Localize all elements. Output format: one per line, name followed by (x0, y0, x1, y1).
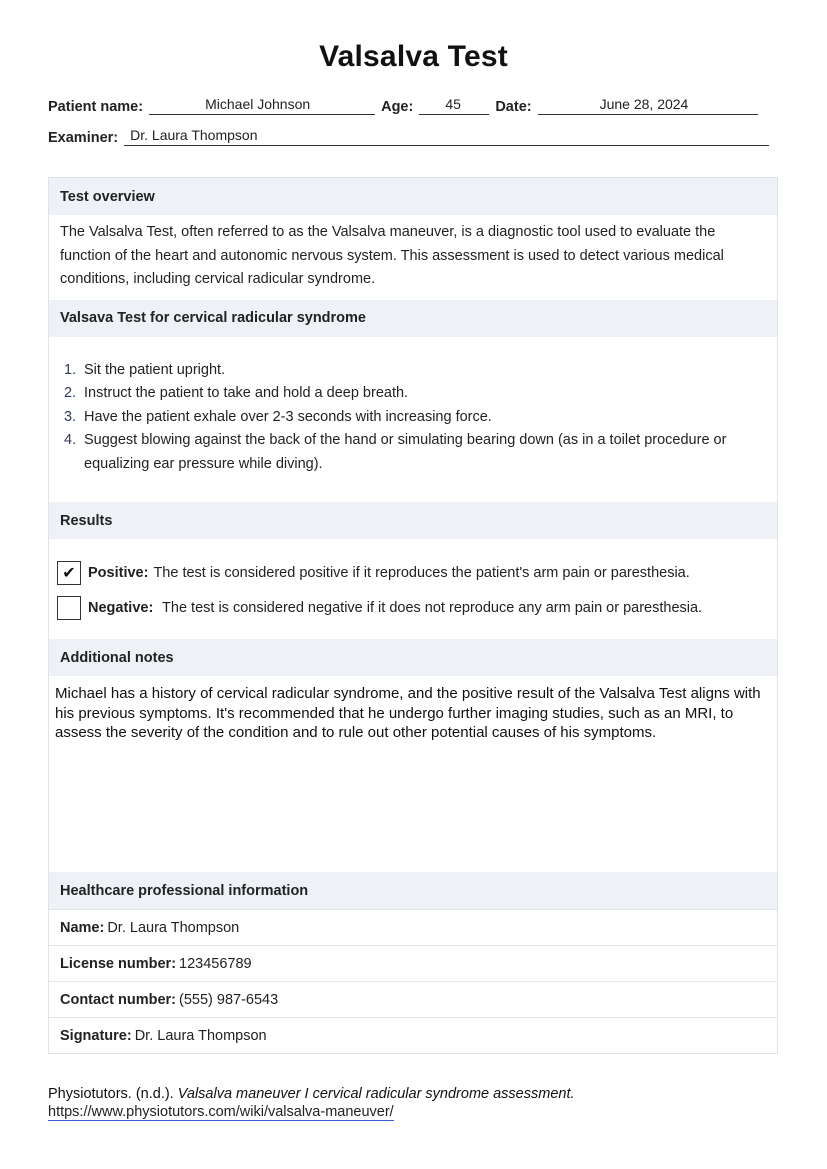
examiner-label: Examiner: (48, 130, 119, 146)
examiner-value: Dr. Laura Thompson (130, 127, 258, 143)
step-number: 3. (64, 408, 77, 425)
field-label: Name: (60, 919, 105, 936)
field-value: 123456789 (179, 955, 252, 972)
assessment-form (48, 177, 778, 1054)
result-positive (60, 555, 766, 590)
section-header-procedure: Valsava Test for cervical radicular syndrome (49, 300, 777, 337)
procedure-step (60, 382, 766, 406)
step-text: Sit the patient upright. (84, 361, 226, 378)
procedure-step (60, 359, 766, 383)
step-number: 4. (64, 432, 77, 448)
field-value: Dr. Laura Thompson (134, 1027, 267, 1044)
citation (48, 1085, 575, 1121)
section-header-notes: Additional notes (49, 639, 777, 676)
field-label: Contact number: (60, 991, 176, 1008)
notes-text: Michael has a history of cervical radicular syndrome, and the positive result of the Valsalva Test aligns with his previous symptoms. It's recommended that he undergo further imaging studies, such as an MRI, to assess the severity of the condition and to rule out other potential causes of his symptoms. (55, 685, 761, 741)
section-header-overview: Test overview (49, 178, 777, 215)
overview-text: The Valsalva Test, often referred to as the Valsalva maneuver, is a diagnostic tool used to evaluate the function of the heart and autonomic nervous system. This assessment is used to detect various medical conditions, including cervical radicular syndrome. (60, 224, 724, 287)
field-label: License number: (60, 955, 177, 972)
citation-link[interactable]: https://www.physiotutors.com/wiki/valsalva-maneuver/ (48, 1104, 394, 1120)
field-value: Dr. Laura Thompson (107, 919, 240, 936)
date-value: June 28, 2024 (599, 96, 689, 112)
patient-name-field[interactable] (149, 98, 375, 115)
examiner-row (48, 129, 769, 146)
result-negative (60, 590, 766, 625)
procedure-step (60, 429, 766, 476)
age-value: 45 (445, 96, 461, 112)
step-text: Have the patient exhale over 2-3 seconds with increasing force. (84, 408, 492, 425)
step-number: 2. (64, 385, 77, 401)
examiner-field[interactable] (124, 129, 769, 146)
check-icon: ✔ (62, 564, 76, 582)
positive-checkbox[interactable] (57, 561, 81, 585)
step-text: Suggest blowing against the back of the hand or simulating bearing down (as in a toilet procedure or equalizing ear pressure while diving). (84, 432, 727, 472)
professional-name-row[interactable] (49, 909, 777, 945)
patient-info-row (48, 98, 758, 115)
field-label: Signature: (60, 1027, 132, 1044)
signature-row[interactable] (49, 1017, 777, 1053)
procedure-section (49, 337, 777, 503)
step-number: 1. (64, 361, 77, 378)
patient-name-value: Michael Johnson (205, 96, 311, 112)
age-field[interactable] (419, 98, 489, 115)
field-value: (555) 987-6543 (179, 991, 279, 1008)
negative-checkbox[interactable] (57, 596, 81, 620)
citation-prefix: Physiotutors. (n.d.). (48, 1086, 178, 1102)
section-header-professional: Healthcare professional information (49, 872, 777, 909)
section-header-results: Results (49, 502, 777, 539)
procedure-steps (60, 337, 766, 503)
negative-description: The test is considered negative if it does not reproduce any arm pain or paresthesia. (158, 599, 703, 616)
procedure-step (60, 406, 766, 430)
positive-label: Positive: (88, 564, 149, 581)
patient-name-label: Patient name: (48, 99, 144, 115)
step-text: Instruct the patient to take and hold a deep breath. (84, 385, 409, 401)
date-label: Date: (495, 99, 532, 115)
contact-number-row[interactable] (49, 981, 777, 1017)
license-number-row[interactable] (49, 945, 777, 981)
overview-section (49, 215, 777, 300)
page-title: Valsalva Test (319, 40, 508, 73)
notes-textarea[interactable] (49, 676, 777, 872)
citation-title: Valsalva maneuver I cervical radicular syndrome assessment. (177, 1086, 575, 1102)
results-section (49, 539, 777, 639)
negative-label: Negative: (88, 599, 154, 616)
age-label: Age: (381, 99, 414, 115)
date-field[interactable] (538, 98, 758, 115)
positive-description: The test is considered positive if it reproduces the patient's arm pain or paresthesia. (153, 564, 690, 581)
